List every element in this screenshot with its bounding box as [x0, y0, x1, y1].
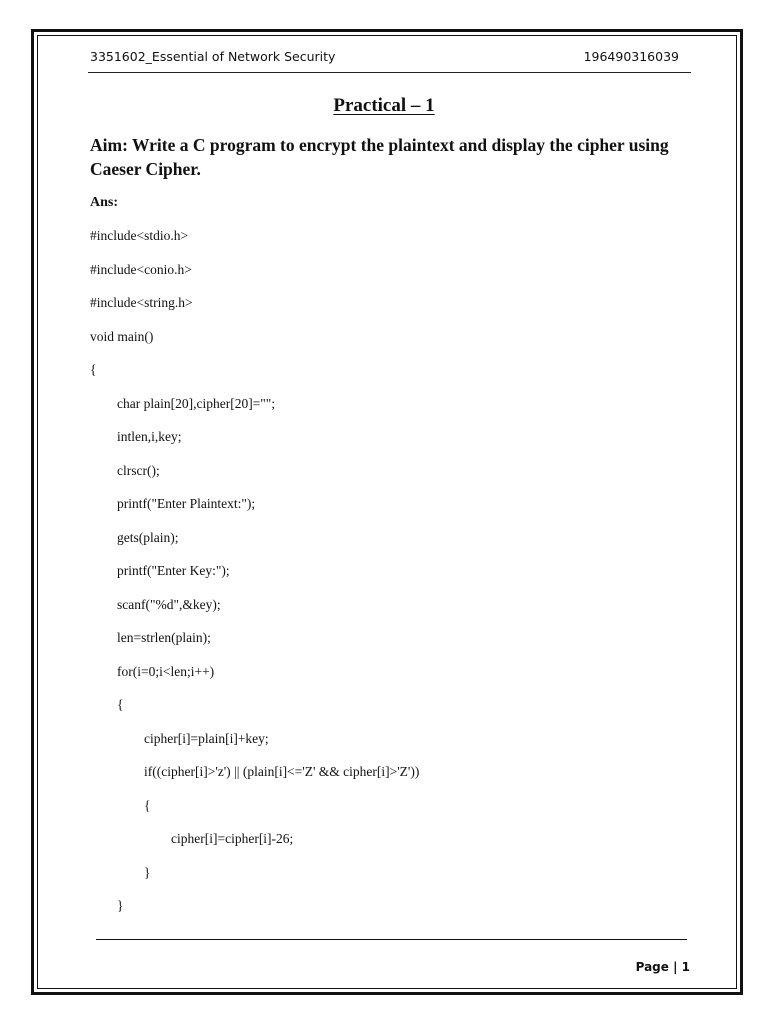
footer-divider — [96, 939, 687, 940]
aim-statement: Aim: Write a C program to encrypt the plaintext and display the cipher using Caeser Cipher. — [90, 135, 669, 179]
code-line: } — [90, 898, 124, 913]
header-enrollment-number: 196490316039 — [583, 49, 679, 64]
practical-title-text: Practical – 1 — [333, 95, 435, 116]
code-line: } — [90, 864, 151, 880]
code-line: #include<conio.h> — [90, 261, 192, 277]
code-line: if((cipher[i]>'z') || (plain[i]<='Z' && cipher[i]>'Z')) — [90, 764, 420, 779]
code-block — [90, 228, 690, 932]
code-line: cipher[i]=cipher[i]-26; — [90, 831, 294, 846]
answer-label: Ans: — [90, 195, 119, 210]
code-line: clrscr(); — [90, 462, 160, 478]
code-line: #include<stdio.h> — [90, 228, 189, 243]
code-line: printf("Enter Plaintext:"); — [90, 496, 256, 511]
code-line: scanf("%d",&key); — [90, 596, 221, 612]
practical-title — [0, 95, 768, 117]
header-divider — [88, 72, 691, 73]
code-line: void main() — [90, 328, 154, 344]
code-line: printf("Enter Key:"); — [90, 563, 230, 578]
code-line: len=strlen(plain); — [90, 630, 211, 645]
code-line: gets(plain); — [90, 529, 179, 545]
code-line: intlen,i,key; — [90, 429, 182, 444]
page-header — [90, 49, 679, 71]
code-line: for(i=0;i<len;i++) — [90, 663, 215, 679]
code-line: { — [90, 797, 151, 813]
header-course-title: 3351602_Essential of Network Security — [90, 49, 336, 64]
code-line: #include<string.h> — [90, 295, 193, 310]
code-line: { — [90, 362, 97, 377]
code-line: { — [90, 697, 124, 712]
code-line: cipher[i]=plain[i]+key; — [90, 730, 269, 746]
page-number: Page | 1 — [635, 960, 690, 974]
code-line: char plain[20],cipher[20]=""; — [90, 395, 276, 411]
